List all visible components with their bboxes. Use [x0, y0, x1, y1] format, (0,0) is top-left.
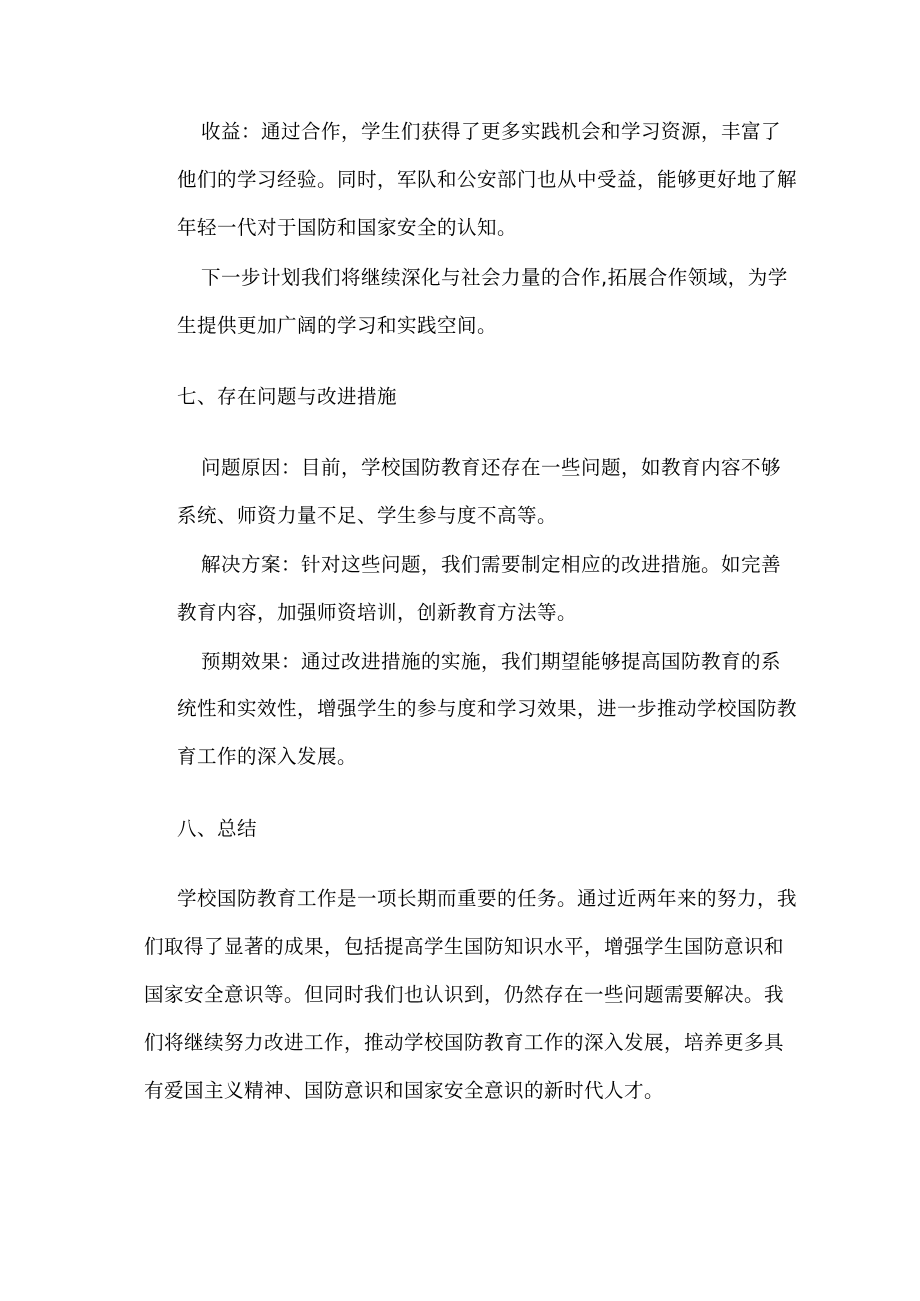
solution-line-2: 教育内容，加强师资培训，创新教育方法等。	[177, 601, 578, 624]
benefit-line-1: 收益：通过合作，学生们获得了更多实践机会和学习资源，丰富了	[201, 120, 782, 143]
solution-line-1: 解决方案：针对这些问题，我们需要制定相应的改进措施。如完善	[201, 553, 782, 576]
next-step-line-1: 下一步计划我们将继续深化与社会力量的合作,拓展合作领域，为学	[201, 266, 788, 289]
summary-line-5: 有爱国主义精神、国防意识和国家安全意识的新时代人才。	[144, 1079, 665, 1102]
next-step-line-2: 生提供更加广阔的学习和实践空间。	[177, 314, 498, 337]
summary-line-4: 们将继续努力改进工作，推动学校国防教育工作的深入发展，培养更多具	[144, 1031, 785, 1054]
benefit-line-2: 他们的学习经验。同时，军队和公安部门也从中受益，能够更好地了解	[177, 168, 798, 191]
effect-line-1: 预期效果：通过改进措施的实施，我们期望能够提高国防教育的系	[201, 650, 782, 673]
effect-line-2: 统性和实效性，增强学生的参与度和学习效果，进一步推动学校国防教	[177, 697, 798, 720]
effect-line-3: 育工作的深入发展。	[177, 745, 358, 768]
section-7-heading: 七、存在问题与改进措施	[177, 385, 398, 408]
benefit-line-3: 年轻一代对于国防和国家安全的认知。	[177, 216, 518, 239]
summary-line-2: 们取得了显著的成果，包括提高学生国防知识水平，增强学生国防意识和	[144, 935, 785, 958]
problem-line-2: 系统、师资力量不足、学生参与度不高等。	[177, 504, 558, 527]
problem-line-1: 问题原因：目前，学校国防教育还存在一些问题，如教育内容不够	[201, 456, 782, 479]
section-8-heading: 八、总结	[177, 817, 258, 840]
summary-line-3: 国家安全意识等。但同时我们也认识到，仍然存在一些问题需要解决。我	[144, 983, 785, 1006]
summary-line-1: 学校国防教育工作是一项长期而重要的任务。通过近两年来的努力，我	[177, 887, 798, 910]
